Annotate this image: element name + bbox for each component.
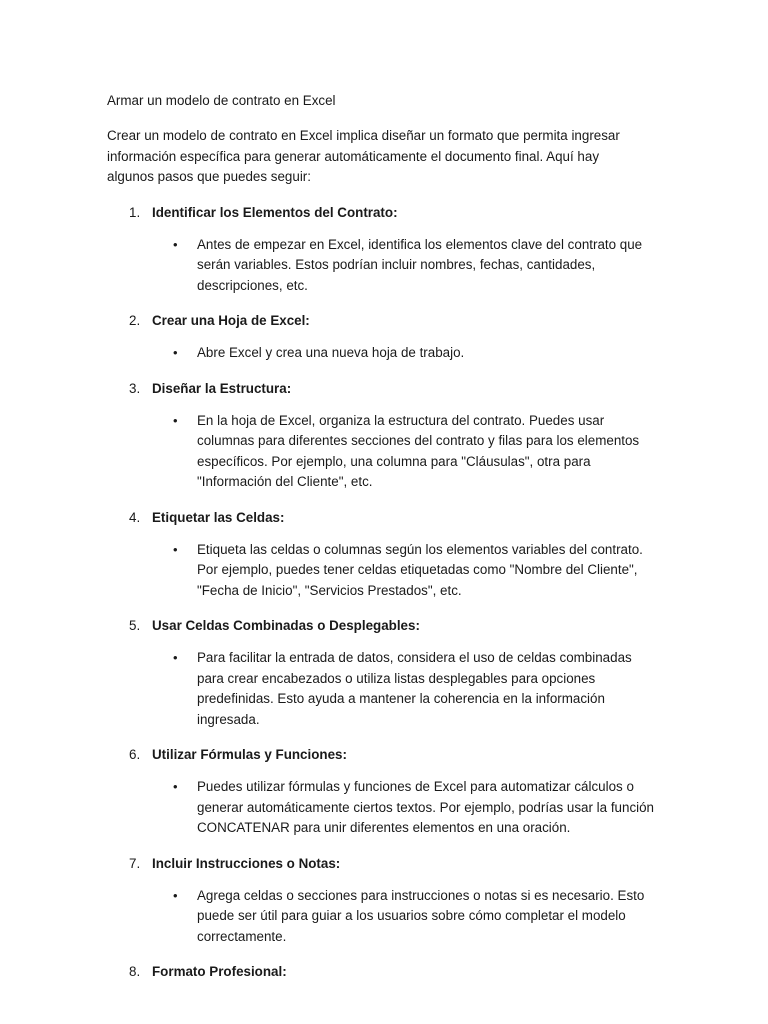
step-heading-text: Identificar los Elementos del Contrato:	[152, 204, 398, 220]
step-bullet	[107, 886, 657, 948]
step-heading	[107, 379, 668, 399]
step-item	[107, 745, 668, 839]
step-heading	[107, 854, 668, 874]
step-item	[107, 854, 668, 948]
step-heading	[107, 962, 668, 982]
bullet-icon: •	[173, 541, 178, 557]
step-heading	[107, 508, 668, 528]
step-number: 1.	[129, 204, 141, 220]
step-heading-text: Diseñar la Estructura:	[152, 380, 292, 396]
steps-list	[107, 203, 668, 983]
bullet-icon: •	[173, 887, 178, 903]
step-heading-text: Utilizar Fórmulas y Funciones:	[152, 747, 347, 762]
step-bullet	[107, 540, 657, 602]
step-bullet-text: Abre Excel y crea una nueva hoja de trabajo.	[197, 345, 465, 360]
step-bullet	[107, 411, 657, 493]
step-heading-text: Usar Celdas Combinadas o Desplegables:	[152, 618, 420, 633]
step-heading	[107, 311, 668, 331]
step-heading-text: Formato Profesional:	[152, 964, 287, 979]
step-bullet-text: Para facilitar la entrada de datos, considera el uso de celdas combinadas para crear encabezados o utiliza listas desplegables para opciones predefinidas. Esto ayuda a mantener la coherencia en la información ingresada.	[197, 650, 632, 727]
step-bullet-text: Etiqueta las celdas o columnas según los elementos variables del contrato. Por ejemplo, puedes tener celdas etiquetadas como "Nombre del Cliente", "Fecha de Inicio", "Servicios Prestados", etc.	[197, 541, 643, 598]
step-heading	[107, 616, 668, 636]
step-heading-text: Incluir Instrucciones o Notas:	[152, 855, 341, 871]
step-bullet-text: Agrega celdas o secciones para instrucciones o notas si es necesario. Esto puede ser útil para guiar a los usuarios sobre cómo completar el modelo correctamente.	[197, 887, 645, 944]
step-bullet	[107, 343, 657, 364]
step-bullet	[107, 235, 657, 297]
intro-paragraph: Crear un modelo de contrato en Excel implica diseñar un formato que permita ingresar información específica para generar automáticamente el documento final. Aquí hay algunos pasos que puedes seguir:	[107, 128, 620, 184]
step-number: 2.	[129, 313, 141, 328]
document-title: Armar un modelo de contrato en Excel	[107, 93, 336, 108]
bullet-icon: •	[173, 345, 178, 360]
step-item	[107, 311, 668, 364]
bullet-icon: •	[173, 650, 178, 665]
step-item	[107, 508, 668, 602]
step-heading-text: Crear una Hoja de Excel:	[152, 313, 310, 328]
step-item	[107, 203, 668, 297]
step-number: 7.	[129, 855, 141, 871]
step-number: 4.	[129, 509, 141, 525]
bullet-icon: •	[173, 779, 178, 794]
step-bullet	[107, 777, 657, 839]
step-bullet-text: En la hoja de Excel, organiza la estructura del contrato. Puedes usar columnas para diferentes secciones del contrato y filas para los elementos específicos. Por ejemplo, una columna para "Cláusulas", otra para "Información del Cliente", etc.	[197, 412, 640, 489]
step-item	[107, 616, 668, 730]
step-item	[107, 379, 668, 493]
step-heading	[107, 745, 668, 765]
step-number: 6.	[129, 747, 141, 762]
step-heading-text: Etiquetar las Celdas:	[152, 509, 285, 525]
bullet-icon: •	[173, 412, 178, 428]
step-heading	[107, 203, 668, 223]
bullet-icon: •	[173, 236, 178, 252]
step-number: 3.	[129, 380, 141, 396]
step-bullet-text: Puedes utilizar fórmulas y funciones de Excel para automatizar cálculos o generar automáticamente ciertos textos. Por ejemplo, podrías usar la función CONCATENAR para unir diferentes elementos en una oración.	[197, 779, 655, 835]
step-bullet	[107, 648, 657, 730]
step-number: 8.	[129, 964, 141, 979]
step-bullet-text: Antes de empezar en Excel, identifica los elementos clave del contrato que serán variables. Estos podrían incluir nombres, fechas, cantidades, descripciones, etc.	[197, 236, 643, 293]
step-number: 5.	[129, 618, 141, 633]
step-item	[107, 962, 668, 982]
